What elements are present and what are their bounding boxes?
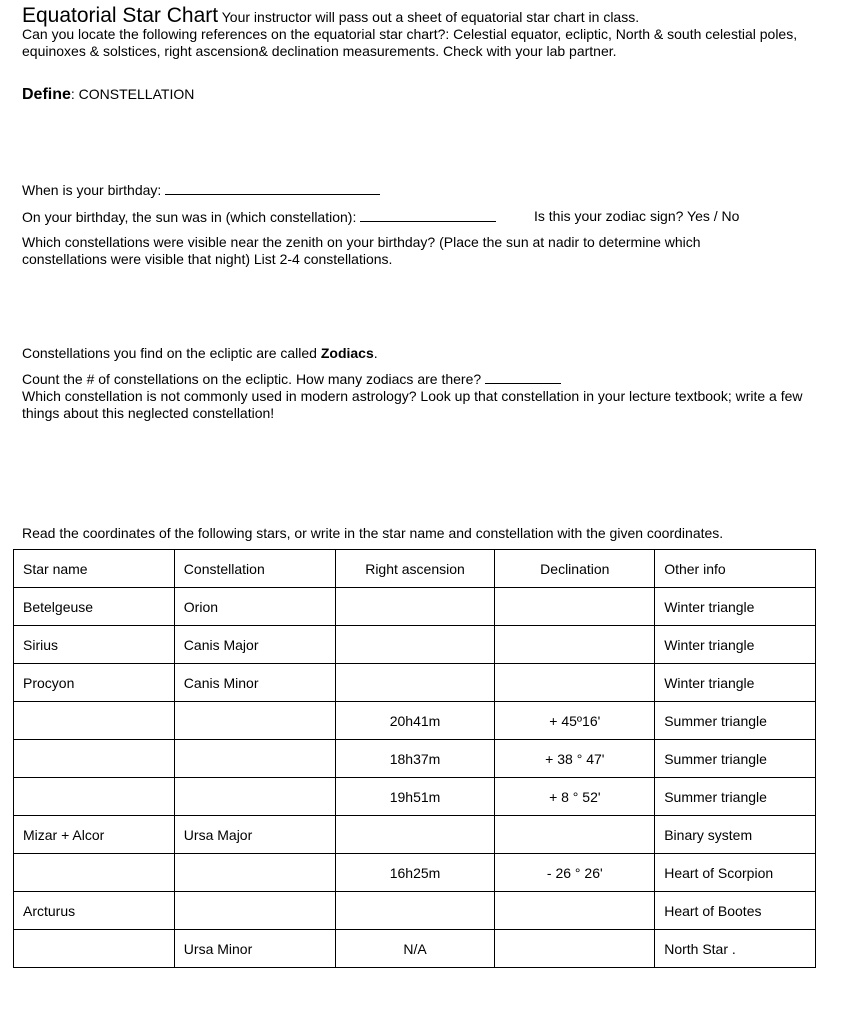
zodiac-term: Zodiacs (320, 345, 374, 361)
table-row (14, 778, 816, 816)
cell-constellation[interactable]: Canis Major (174, 626, 335, 664)
cell-constellation[interactable] (174, 778, 335, 816)
header-star-name: Star name (14, 550, 175, 588)
cell-star-name[interactable]: Mizar + Alcor (14, 816, 175, 854)
table-row (14, 816, 816, 854)
table-row (14, 892, 816, 930)
zodiac-count-blank[interactable] (485, 370, 561, 384)
neglected-constellation-question: Which constellation is not commonly used in modern astrology? Look up that constellation in your lecture textbook; write a few things about this neglected constellation! (22, 388, 803, 421)
table-header-row (14, 550, 816, 588)
header-right-ascension: Right ascension (335, 550, 495, 588)
cell-right-ascension[interactable]: 20h41m (335, 702, 495, 740)
cell-star-name[interactable] (14, 854, 175, 892)
zodiac-definition-text: Constellations you find on the ecliptic are called (22, 345, 321, 361)
cell-constellation[interactable]: Ursa Major (174, 816, 335, 854)
cell-right-ascension[interactable]: 19h51m (335, 778, 495, 816)
header-declination: Declination (495, 550, 655, 588)
cell-star-name[interactable]: Arcturus (14, 892, 175, 930)
define-term: : CONSTELLATION (70, 86, 195, 102)
sun-constellation-question (22, 208, 496, 225)
cell-other-info: Winter triangle (655, 588, 816, 626)
cell-declination[interactable]: - 26 ° 26' (495, 854, 655, 892)
sun-constellation-text: On your birthday, the sun was in (which constellation): (22, 209, 357, 225)
cell-declination[interactable] (495, 892, 655, 930)
cell-declination[interactable] (495, 588, 655, 626)
cell-right-ascension[interactable] (335, 816, 495, 854)
cell-constellation[interactable] (174, 740, 335, 778)
cell-constellation[interactable]: Ursa Minor (174, 930, 335, 968)
cell-right-ascension[interactable] (335, 626, 495, 664)
cell-other-info: Winter triangle (655, 626, 816, 664)
cell-star-name[interactable]: Procyon (14, 664, 175, 702)
cell-other-info: Summer triangle (655, 740, 816, 778)
table-row (14, 588, 816, 626)
birthday-question-text: When is your birthday: (22, 182, 162, 198)
header-other-info: Other info (655, 550, 816, 588)
title-line (22, 4, 639, 28)
cell-constellation[interactable]: Canis Minor (174, 664, 335, 702)
cell-declination[interactable]: + 8 ° 52' (495, 778, 655, 816)
cell-declination[interactable] (495, 626, 655, 664)
table-instructions: Read the coordinates of the following stars, or write in the star name and constellation with the given coordinates. (22, 525, 724, 541)
cell-declination[interactable]: + 45º16' (495, 702, 655, 740)
cell-declination[interactable]: + 38 ° 47' (495, 740, 655, 778)
cell-right-ascension[interactable]: 18h37m (335, 740, 495, 778)
cell-constellation[interactable]: Orion (174, 588, 335, 626)
cell-constellation[interactable] (174, 892, 335, 930)
cell-declination[interactable] (495, 664, 655, 702)
cell-right-ascension[interactable] (335, 588, 495, 626)
star-table (13, 549, 816, 968)
cell-constellation[interactable] (174, 854, 335, 892)
cell-right-ascension[interactable]: N/A (335, 930, 495, 968)
cell-star-name[interactable] (14, 930, 175, 968)
table-row (14, 664, 816, 702)
cell-star-name[interactable]: Betelgeuse (14, 588, 175, 626)
table-row (14, 854, 816, 892)
birthday-question (22, 181, 380, 198)
cell-right-ascension[interactable]: 16h25m (335, 854, 495, 892)
sun-constellation-blank[interactable] (360, 208, 496, 222)
cell-star-name[interactable] (14, 778, 175, 816)
zodiac-sign-question: Is this your zodiac sign? Yes / No (534, 208, 740, 224)
cell-constellation[interactable] (174, 702, 335, 740)
cell-other-info: Heart of Bootes (655, 892, 816, 930)
cell-declination[interactable] (495, 930, 655, 968)
zodiac-count-question (22, 370, 561, 387)
cell-other-info: Summer triangle (655, 702, 816, 740)
zodiac-count-text: Count the # of constellations on the ecliptic. How many zodiacs are there? (22, 371, 482, 387)
table-row (14, 702, 816, 740)
cell-star-name[interactable] (14, 702, 175, 740)
birthday-answer-blank[interactable] (165, 181, 380, 195)
cell-other-info: Winter triangle (655, 664, 816, 702)
zodiac-definition-end: . (373, 345, 378, 361)
cell-other-info: Summer triangle (655, 778, 816, 816)
table-row (14, 626, 816, 664)
cell-other-info: North Star . (655, 930, 816, 968)
intro-text: Can you locate the following references on the equatorial star chart?: Celestial equator, ecliptic, North & south celestial poles, equinoxes & solstices, right ascension& declination measurements. Check with your lab partner. (22, 26, 798, 59)
cell-star-name[interactable] (14, 740, 175, 778)
page-title: Equatorial Star Chart (22, 4, 219, 27)
cell-other-info: Heart of Scorpion (655, 854, 816, 892)
cell-right-ascension[interactable] (335, 664, 495, 702)
zodiac-definition (22, 345, 378, 361)
define-prompt (22, 86, 194, 104)
cell-right-ascension[interactable] (335, 892, 495, 930)
cell-star-name[interactable]: Sirius (14, 626, 175, 664)
table-row (14, 930, 816, 968)
define-label: Define (22, 86, 71, 103)
title-note: Your instructor will pass out a sheet of equatorial star chart in class. (221, 9, 640, 25)
cell-declination[interactable] (495, 816, 655, 854)
cell-other-info: Binary system (655, 816, 816, 854)
header-constellation: Constellation (174, 550, 335, 588)
table-row (14, 740, 816, 778)
zenith-question: Which constellations were visible near the zenith on your birthday? (Place the sun at nadir to determine which constellations were visible that night) List 2-4 constellations. (22, 234, 701, 267)
